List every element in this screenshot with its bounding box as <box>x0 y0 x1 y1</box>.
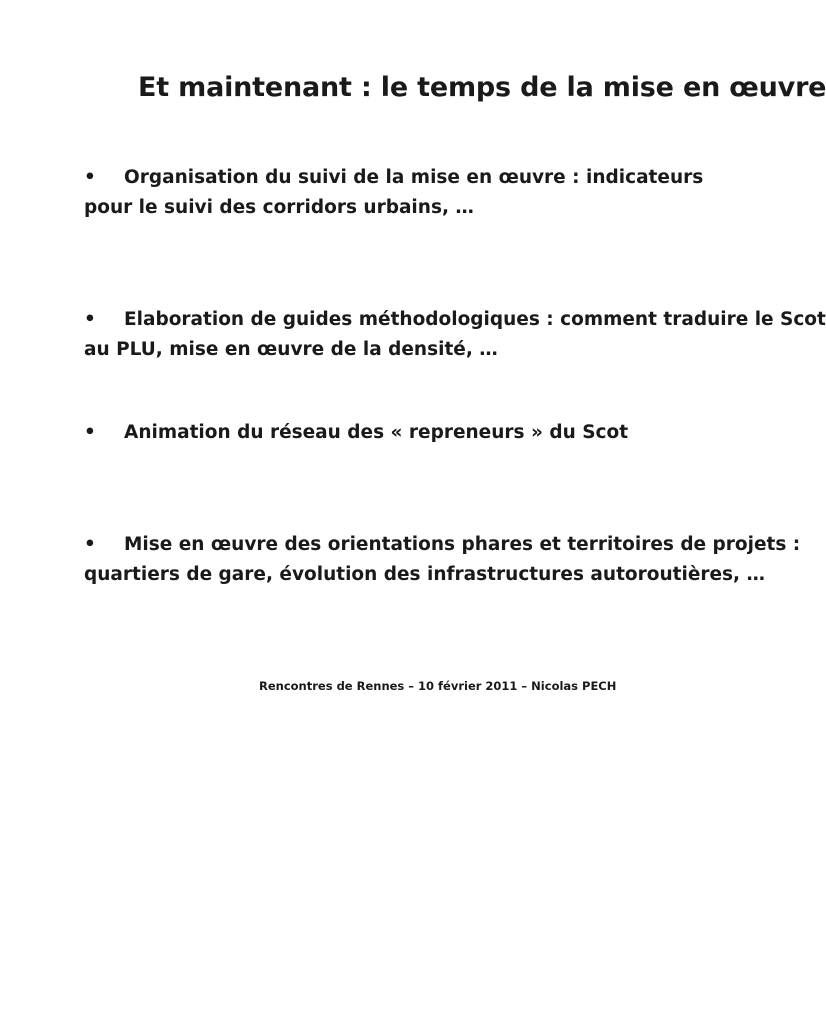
bullet-marker: • <box>84 167 96 188</box>
bullet-marker: • <box>84 534 96 555</box>
bullet-item-animation <box>84 418 628 448</box>
bullet-text: Mise en œuvre des orientations phares et territoires de projets : <box>124 534 801 555</box>
bullet-continuation: quartiers de gare, évolution des infrastructures autoroutières, … <box>84 564 766 585</box>
bullet-line <box>84 418 628 448</box>
bullet-line <box>84 530 800 560</box>
bullet-line <box>84 163 703 193</box>
bullet-continuation: pour le suivi des corridors urbains, … <box>84 197 474 218</box>
bullet-item-guides <box>84 305 826 365</box>
bullet-marker: • <box>84 309 96 330</box>
bullet-continuation: au PLU, mise en œuvre de la densité, … <box>84 339 498 360</box>
bullet-text: Elaboration de guides méthodologiques : comment traduire le Scot <box>124 309 826 330</box>
bullet-marker: • <box>84 422 96 443</box>
bullet-item-orientations <box>84 530 800 590</box>
bullet-item-suivi <box>84 163 703 223</box>
slide-title: Et maintenant : le temps de la mise en œuvre <box>138 72 826 103</box>
slide-footer: Rencontres de Rennes – 10 février 2011 – Nicolas PECH <box>259 679 617 693</box>
bullet-line <box>84 305 826 335</box>
bullet-text: Organisation du suivi de la mise en œuvre : indicateurs <box>124 167 704 188</box>
bullet-text: Animation du réseau des « repreneurs » du Scot <box>124 422 629 443</box>
